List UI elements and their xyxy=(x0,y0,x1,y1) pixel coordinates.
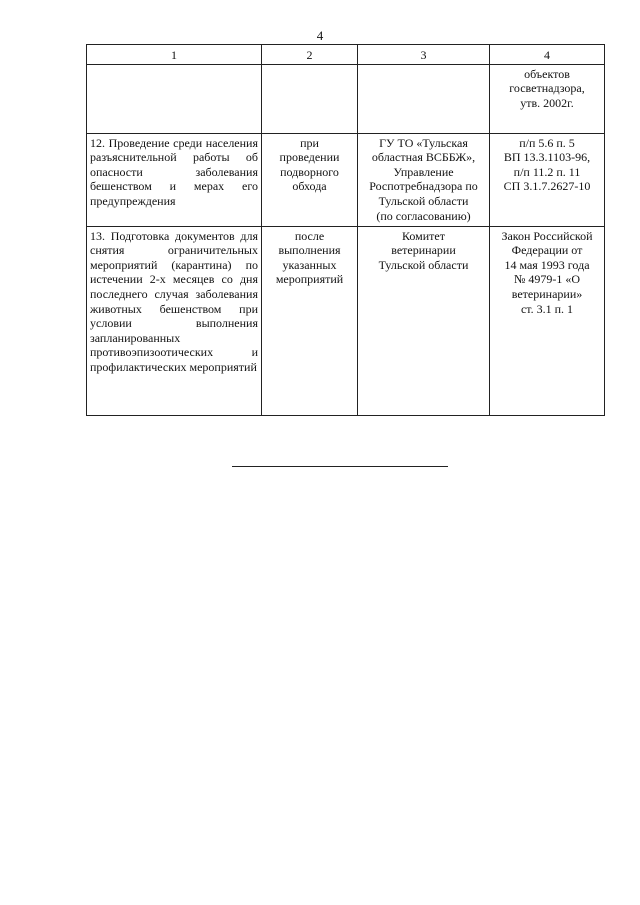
row13-measure: 13. Подготовка документов для снятия ограничительных мероприятий (карантина) по истечении 2-х месяцев со дня последнего случая заболевания животных бешенством при условии выполнения запланированных противоэпизоотических и профилактических мероприятий xyxy=(87,226,262,415)
row13-c2-line: выполнения xyxy=(278,243,341,258)
row13-c2-line: указанных xyxy=(282,257,337,272)
row12-c4-line: СП 3.1.7.2627-10 xyxy=(503,179,591,194)
page-number: 4 xyxy=(316,28,324,43)
row12-c2-line: подворного xyxy=(280,164,339,179)
row12-c4-line: п/п 5.6 п. 5 xyxy=(519,135,575,150)
row12-c4-line: п/п 11.2 п. 11 xyxy=(513,164,581,179)
cont-cell-3 xyxy=(358,64,490,133)
row13-basis xyxy=(490,226,605,415)
cont-c4-line: госветнадзора, xyxy=(509,81,585,96)
table-row-13 xyxy=(87,226,605,415)
table-row-12 xyxy=(87,133,605,226)
row13-c2-line: мероприятий xyxy=(275,272,344,287)
row13-c3-line: Тульской области xyxy=(378,257,469,272)
row12-c2-line: при xyxy=(300,135,319,150)
row13-c4-line: Закон Российской xyxy=(501,228,593,243)
cont-c4-line: объектов xyxy=(524,66,570,81)
row12-c3-line: областная ВСББЖ», xyxy=(371,150,476,165)
row12-c3-line: (по согласованию) xyxy=(376,208,471,223)
row12-deadline xyxy=(262,133,358,226)
row13-c4-line: ст. 3.1 п. 1 xyxy=(520,301,574,316)
row13-responsible xyxy=(358,226,490,415)
row13-c2-line: после xyxy=(294,228,325,243)
row12-responsible xyxy=(358,133,490,226)
header-col-2: 2 xyxy=(262,45,358,65)
row13-c3-line: ветеринарии xyxy=(391,243,456,258)
table-row-continuation xyxy=(87,64,605,133)
cont-c4-line: утв. 2002г. xyxy=(520,95,574,110)
cont-cell-4 xyxy=(490,64,605,133)
end-separator-line xyxy=(232,466,448,467)
cont-cell-2 xyxy=(262,64,358,133)
row12-c2-line: обхода xyxy=(292,179,327,194)
row13-c3-line: Комитет xyxy=(401,228,445,243)
table-header-row xyxy=(87,45,605,65)
row13-c4-line: Федерации от xyxy=(511,243,583,258)
row13-c4-line: № 4979-1 «О xyxy=(513,272,581,287)
row12-c4-line: ВП 13.3.1103-96, xyxy=(503,150,591,165)
row12-c2-line: проведении xyxy=(279,150,340,165)
row12-basis xyxy=(490,133,605,226)
row12-measure: 12. Проведение среди населения разъяснительной работы об опасности заболевания бешенством и мерах его предупреждения xyxy=(87,133,262,226)
row13-deadline xyxy=(262,226,358,415)
row13-c4-line: ветеринарии» xyxy=(511,286,583,301)
row12-c3-line: Тульской области xyxy=(378,193,469,208)
header-col-3: 3 xyxy=(358,45,490,65)
measures-table xyxy=(86,44,605,416)
row12-c3-line: Управление xyxy=(393,164,454,179)
cont-cell-1 xyxy=(87,64,262,133)
row13-c4-line: 14 мая 1993 года xyxy=(504,257,590,272)
row12-c3-line: ГУ ТО «Тульская xyxy=(379,135,468,150)
header-col-1: 1 xyxy=(87,45,262,65)
row12-c3-line: Роспотребнадзора по xyxy=(369,179,478,194)
header-col-4: 4 xyxy=(490,45,605,65)
